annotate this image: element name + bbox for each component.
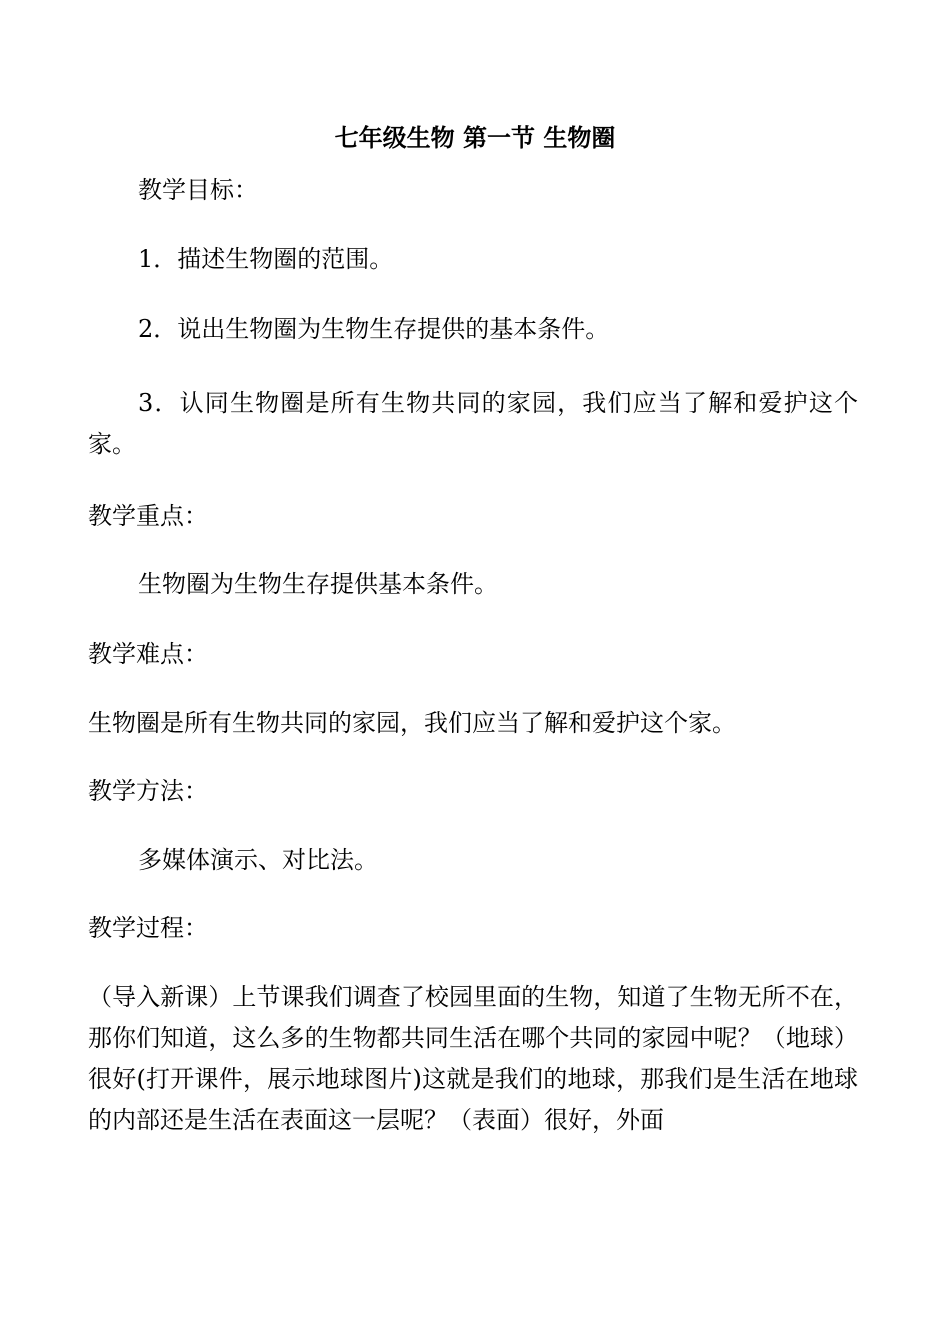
methods-heading: 教学方法： bbox=[88, 777, 208, 805]
difficulties-heading: 教学难点： bbox=[88, 640, 208, 668]
process-heading: 教学过程： bbox=[88, 914, 208, 942]
objective-item-2: 2．说出生物圈为生物生存提供的基本条件。 bbox=[138, 315, 610, 343]
key-points-heading: 教学重点： bbox=[88, 502, 208, 530]
key-points-text: 生物圈为生物生存提供基本条件。 bbox=[138, 570, 498, 598]
difficulties-text: 生物圈是所有生物共同的家园，我们应当了解和爱护这个家。 bbox=[88, 709, 736, 737]
objective-item-3: 3．认同生物圈是所有生物共同的家园，我们应当了解和爱护这个家。 bbox=[88, 389, 858, 458]
document-title: 七年级生物 第一节 生物圈 bbox=[334, 123, 616, 152]
methods-text: 多媒体演示、对比法。 bbox=[138, 846, 378, 874]
objectives-heading: 教学目标： bbox=[138, 176, 258, 204]
process-text: （导入新课）上节课我们调查了校园里面的生物，知道了生物无所不在，那你们知道，这么多的生物都共同生活在哪个共同的家园中呢？（地球）很好(打开课件，展示地球图片)这就是我们的地球，那我们是生活在地球的内部还是生活在表面这一层呢？（表面）很好，外面 bbox=[88, 983, 858, 1134]
objective-item-1: 1．描述生物圈的范围。 bbox=[138, 245, 394, 273]
